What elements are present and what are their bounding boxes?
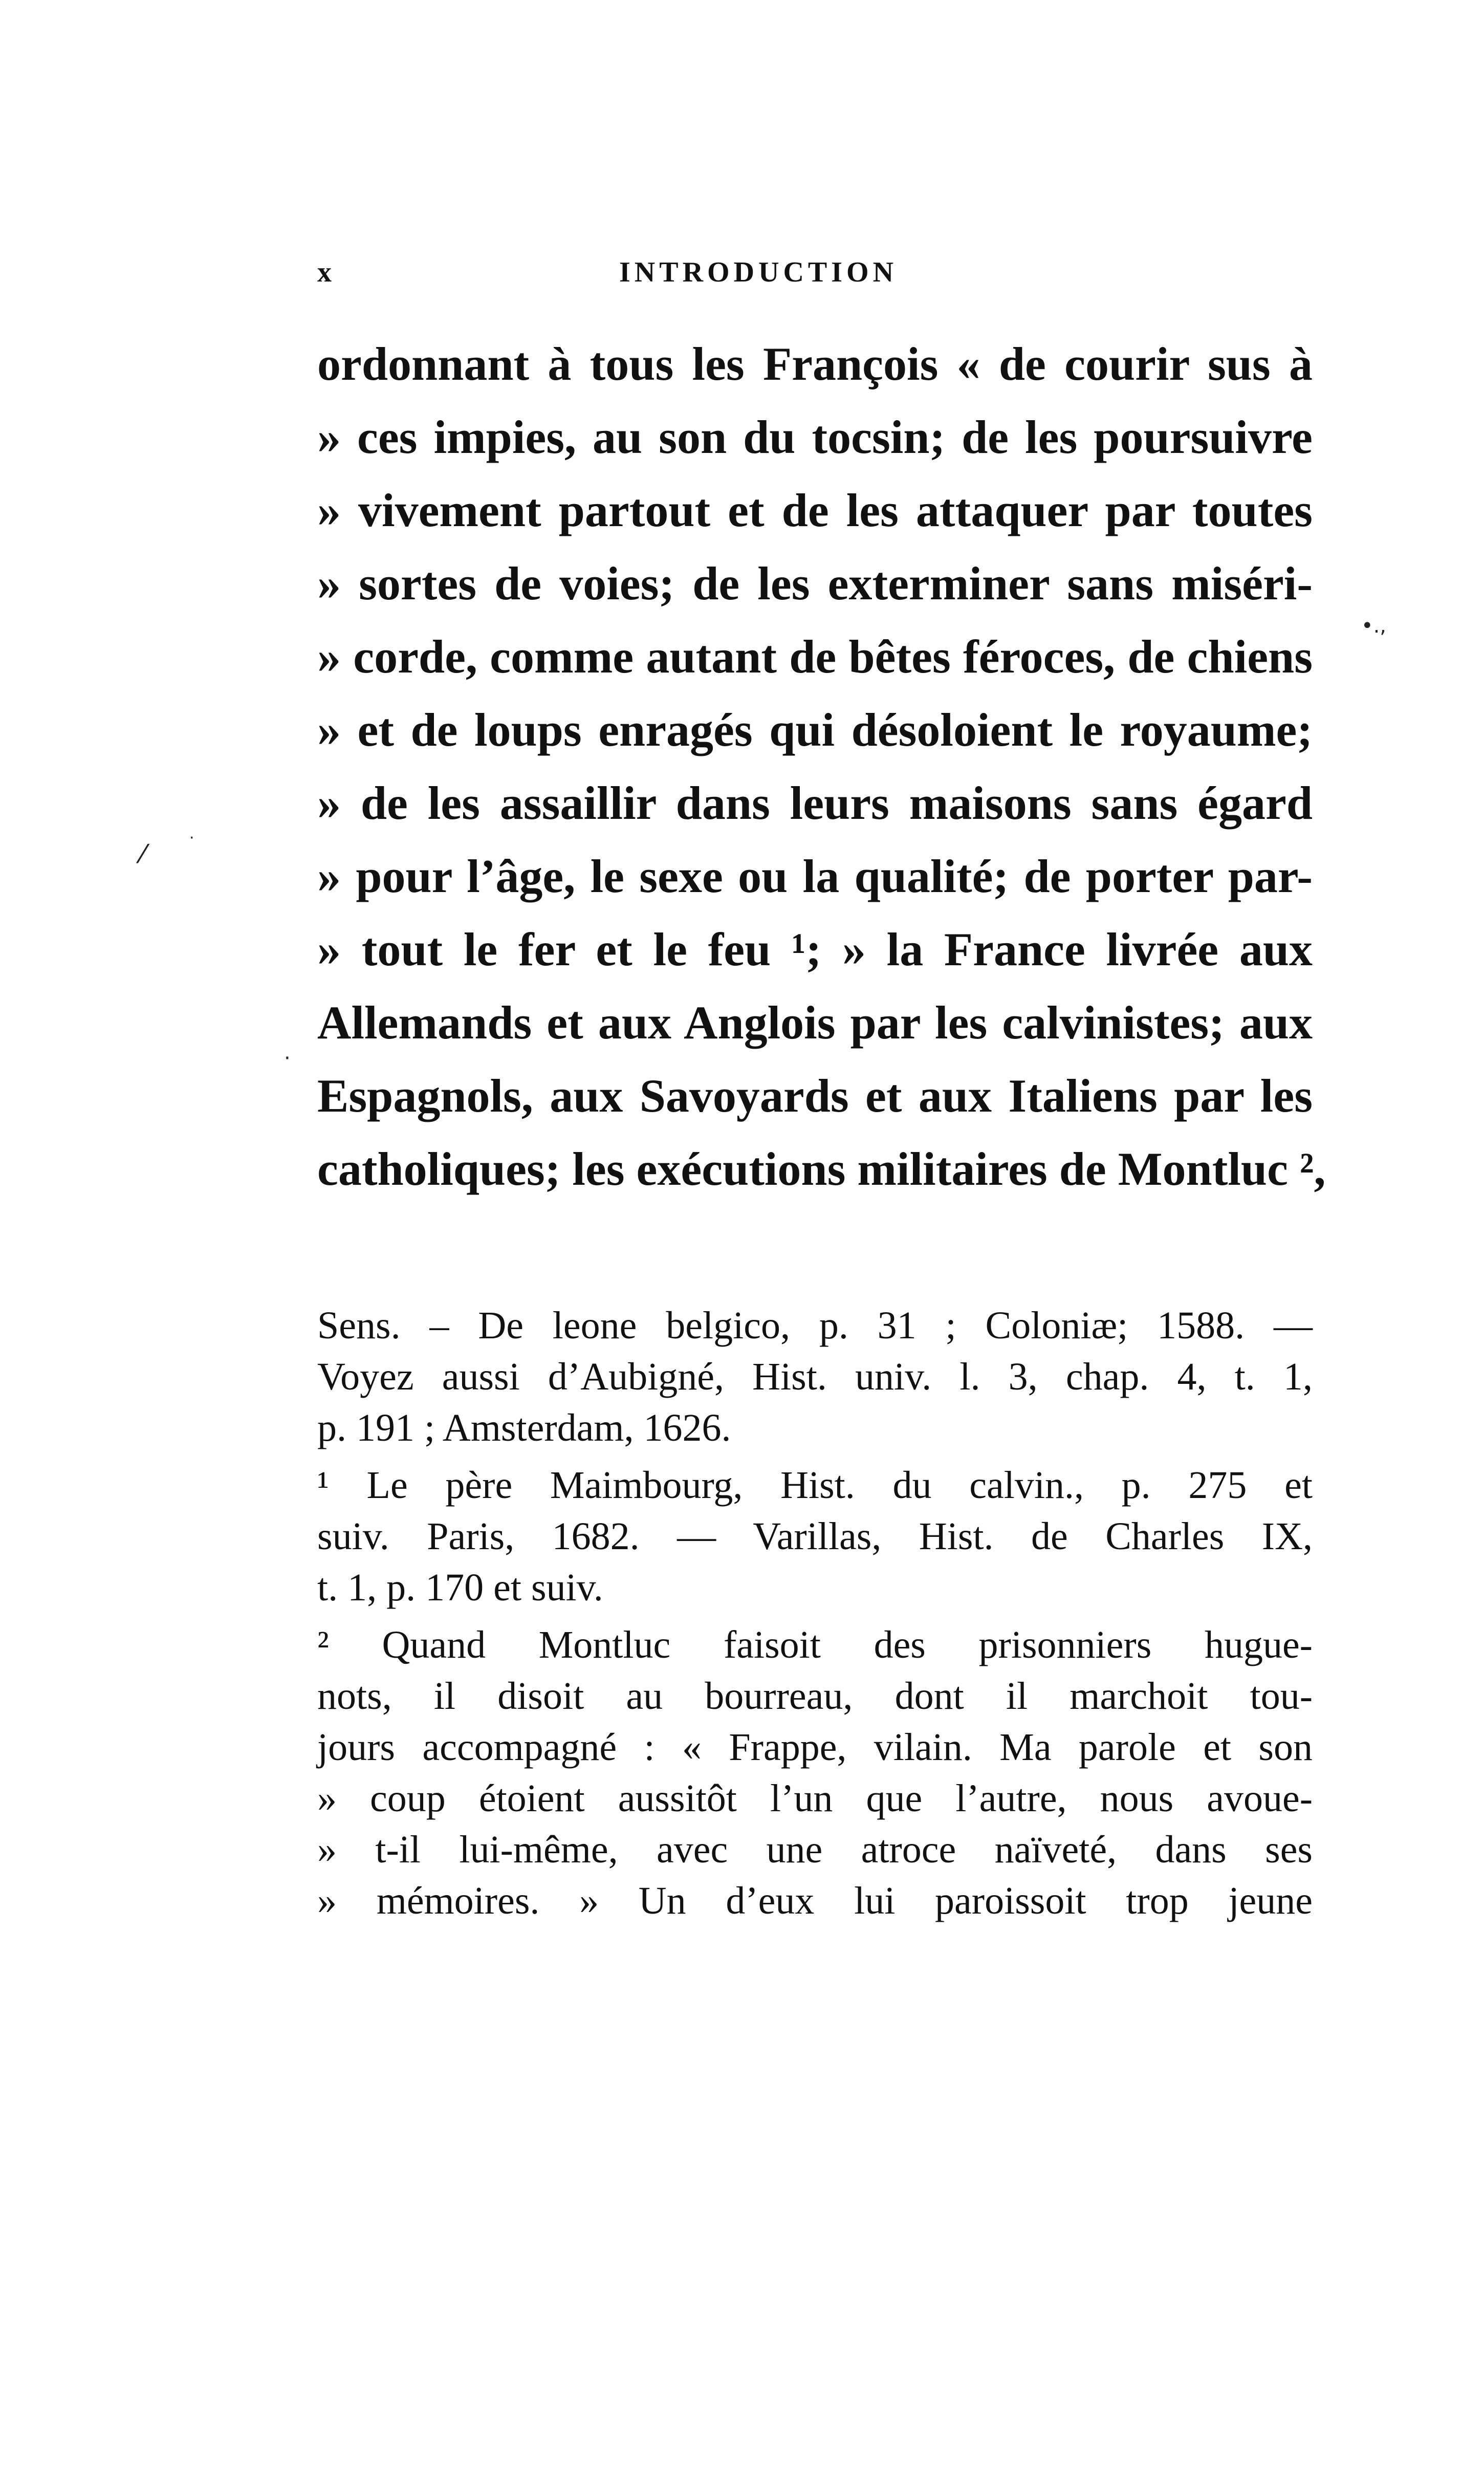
page-number: x <box>317 256 336 288</box>
footnote-line: p. 191 ; Amsterdam, 1626. <box>317 1406 731 1449</box>
page-header <box>317 256 1313 292</box>
text-line: » de les assaillir dans leurs maisons sans égard <box>317 777 1313 829</box>
main-text <box>317 328 1326 1206</box>
footnote-line: Voyez aussi d’Aubigné, Hist. univ. l. 3, chap. 4, t. 1, <box>317 1355 1313 1398</box>
footnote-line: nots, il disoit au bourreau, dont il marchoit tou- <box>317 1675 1313 1718</box>
text-line: Espagnols, aux Savoyards et aux Italiens par les <box>317 1070 1313 1122</box>
scan-speck: •., <box>1361 614 1387 638</box>
footnote-line: jours accompagné : « Frappe, vilain. Ma parole et son <box>317 1726 1313 1769</box>
text-line: » ces impies, au son du tocsin; de les poursuivre <box>317 411 1313 463</box>
scan-speck: · <box>284 1047 291 1070</box>
text-line: » sortes de voies; de les exterminer sans miséri- <box>317 557 1313 610</box>
text-line: » corde, comme autant de bêtes féroces, de chiens <box>317 631 1313 683</box>
footnote-line: ¹ Le père Maimbourg, Hist. du calvin., p. 275 et <box>317 1464 1313 1507</box>
text-line: » vivement partout et de les attaquer par toutes <box>317 484 1313 536</box>
text-line: » et de loups enragés qui désoloient le royaume; <box>317 704 1313 756</box>
text-line: catholiques; les exécutions militaires de Montluc ², <box>317 1143 1326 1195</box>
footnote-line: » mémoires. » Un d’eux lui paroissoit trop jeune <box>317 1879 1313 1922</box>
scan-speck: ⁄ <box>141 839 145 869</box>
footnote-line: ² Quand Montluc faisoit des prisonniers hugue- <box>317 1623 1313 1666</box>
footnote-line: » t-il lui-même, avec une atroce naïveté, dans ses <box>317 1828 1313 1871</box>
footnote-line: suiv. Paris, 1682. — Varillas, Hist. de Charles IX, <box>317 1515 1313 1558</box>
text-line: ordonnant à tous les François « de courir sus à <box>317 338 1313 390</box>
footnote-line: » coup étoient aussitôt l’un que l’autre, nous avoue- <box>317 1777 1313 1820</box>
text-line: » pour l’âge, le sexe ou la qualité; de porter par- <box>317 850 1313 902</box>
text-line: Allemands et aux Anglois par les calvinistes; aux <box>317 996 1313 1049</box>
text-line: » tout le fer et le feu ¹; » la France livrée aux <box>317 923 1313 975</box>
running-title: INTRODUCTION <box>619 256 898 288</box>
footnotes <box>317 1300 1313 1926</box>
footnote-line: Sens. – De leone belgico, p. 31 ; Coloniæ; 1588. — <box>317 1304 1313 1347</box>
footnote-line: t. 1, p. 170 et suiv. <box>317 1566 603 1609</box>
scan-speck: · <box>189 829 194 847</box>
